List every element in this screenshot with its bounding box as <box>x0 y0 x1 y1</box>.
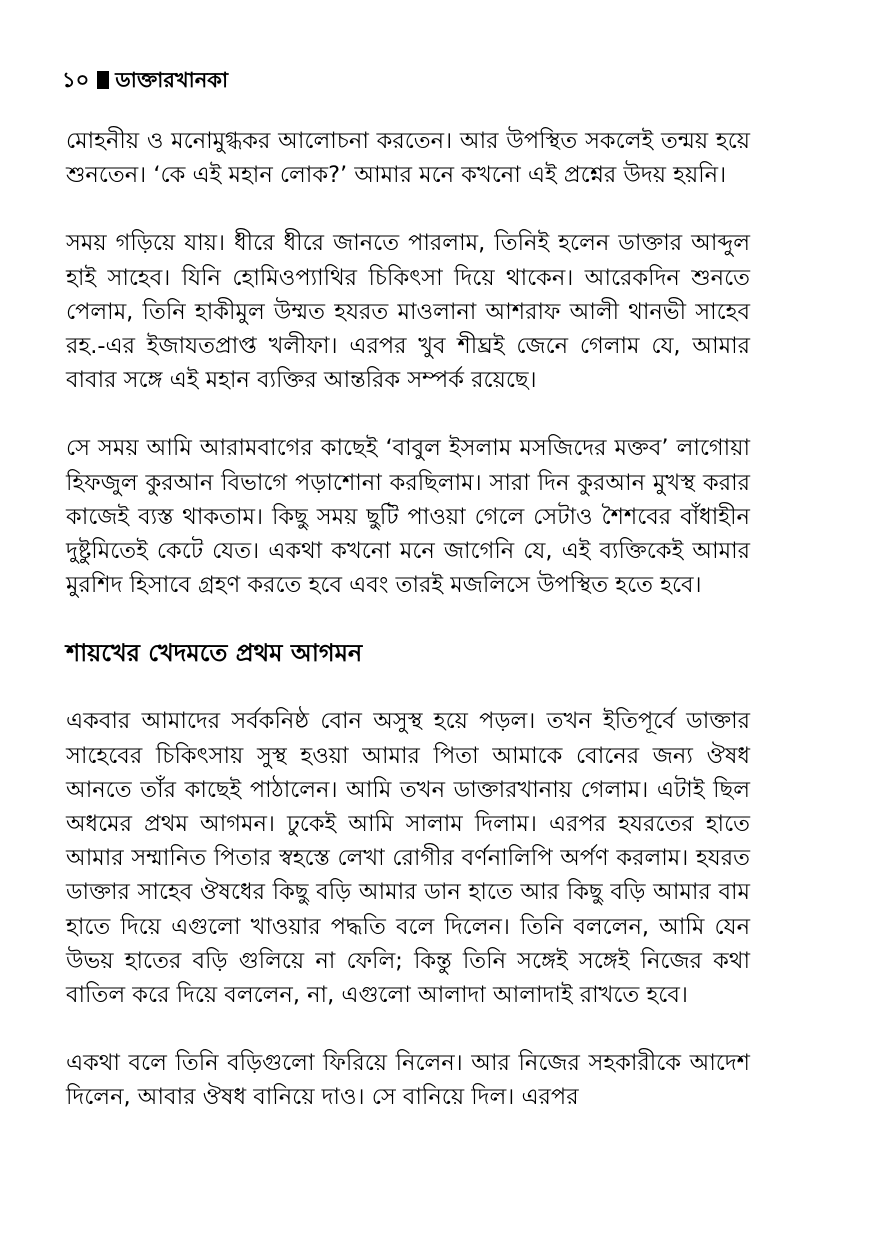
book-title: ডাক্তারখানকা <box>115 68 229 92</box>
paragraph-5: একথা বলে তিনি বড়িগুলো ফিরিয়ে নিলেন। আর নিজের সহকারীকে আদেশ দিলেন, আবার ঔষধ বানিয়ে দাও। সে বানিয়ে দিল। এরপর <box>66 1050 750 1111</box>
paragraph-2: সময় গড়িয়ে যায়। ধীরে ধীরে জানতে পারলাম, তিনিই হলেন ডাক্তার আব্দুল হাই সাহেব। যিনি হোমিওপ্যাথির চিকিৎসা দিয়ে থাকেন। আরেকদিন শুনতে পেলাম, তিনি হাকীমুল উম্মত হযরত মাওলানা আশরাফ আলী থানভী সাহেব রহ.-এর ইজাযতপ্রাপ্ত খলীফা। এরপর খুব শীঘ্রই জেনে গেলাম যে, আমার বাবার সঙ্গে এই মহান ব্যক্তির আন্তরিক সম্পর্ক রয়েছে। <box>66 230 750 394</box>
body-text <box>66 124 750 1149</box>
section-heading: শায়খের খেদমতে প্রথম আগমন <box>66 639 363 668</box>
paragraph-1: মোহনীয় ও মনোমুগ্ধকর আলোচনা করতেন। আর উপস্থিত সকলেই তন্ময় হয়ে শুনতেন। ‘কে এই মহান লোক?’ আমার মনে কখনো এই প্রশ্নের উদয় হয়নি। <box>66 128 750 189</box>
page-number: ১০ <box>62 68 90 92</box>
running-header <box>62 66 228 94</box>
square-marker-icon <box>97 71 109 89</box>
paragraph-4: একবার আমাদের সর্বকনিষ্ঠ বোন অসুস্থ হয়ে পড়ল। তখন ইতিপূর্বে ডাক্তার সাহেবের চিকিৎসায় সুস্থ হওয়া আমার পিতা আমাকে বোনের জন্য ঔষধ আনতে তাঁর কাছেই পাঠালেন। আমি তখন ডাক্তারখানায় গেলাম। এটাই ছিল অধমের প্রথম আগমন। ঢুকেই আমি সালাম দিলাম। এরপর হযরতের হাতে আমার সম্মানিত পিতার স্বহস্তে লেখা রোগীর বর্ণনালিপি অর্পণ করলাম। হযরত ডাক্তার সাহেব ঔষধের কিছু বড়ি আমার ডান হাতে আর কিছু বড়ি আমার বাম হাতে দিয়ে এগুলো খাওয়ার পদ্ধতি বলে দিলেন। তিনি বললেন, আমি যেন উভয় হাতের বড়ি গুলিয়ে না ফেলি; কিন্তু তিনি সঙ্গেই সঙ্গেই নিজের কথা বাতিল করে দিয়ে বললেন, না, এগুলো আলাদা আলাদাই রাখতে হবে। <box>66 708 750 1009</box>
paragraph-3: সে সময় আমি আরামবাগের কাছেই ‘বাবুল ইসলাম মসজিদের মক্তব’ লাগোয়া হিফজুল কুরআন বিভাগে পড়াশোনা করছিলাম। সারা দিন কুরআন মুখস্থ করার কাজেই ব্যস্ত থাকতাম। কিছু সময় ছুটি পাওয়া গেলে সেটাও শৈশবের বাঁধাহীন দুষ্টুমিতেই কেটে যেত। একথা কখনো মনে জাগেনি যে, এই ব্যক্তিকেই আমার মুরশিদ হিসাবে গ্রহণ করতে হবে এবং তারই মজলিসে উপস্থিত হতে হবে। <box>66 435 750 599</box>
